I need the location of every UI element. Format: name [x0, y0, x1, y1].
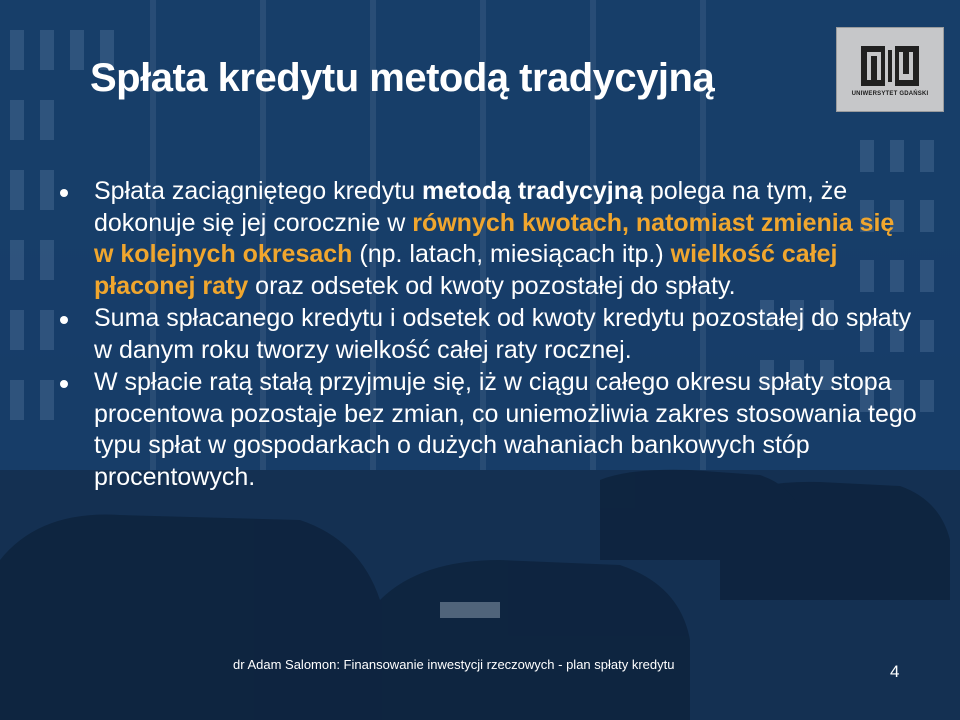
university-emblem-icon [837, 28, 943, 111]
bullet-list [60, 176, 920, 494]
footer-text: dr Adam Salomon: Finansowanie inwestycji rzeczowych - plan spłaty kredytu [233, 657, 675, 672]
bullet-text: polega na tym, że dokonuje się jej corocznie w [94, 177, 848, 237]
bullet-highlight: równych kwotach, natomiast zmienia się w kolejnych okresach [94, 208, 895, 268]
bullet-item [60, 367, 920, 493]
bullet-text: (np. latach, miesiącach itp.) [352, 240, 671, 268]
bullet-text: W spłacie ratą stałą przyjmuje się, iż w ciągu całego okresu spłaty stopa procentowa pozostaje bez zmian, co uniemożliwia zakres stosowania tego typu spłat w gospodarkach o dużych wahaniach bankowych stóp procentowych. [94, 368, 917, 491]
page-number: 4 [890, 662, 900, 681]
slide-title: Spłata kredytu metodą tradycyjną [90, 56, 715, 100]
bullet-item [60, 176, 920, 302]
bullet-highlight: wielkość całej płaconej raty [94, 240, 838, 300]
bullet-dot-icon [60, 316, 68, 324]
logo-text: UNIWERSYTET GDAŃSKI [851, 91, 929, 97]
bullet-dot-icon [60, 380, 68, 388]
university-logo [836, 27, 944, 112]
bullet-text: Spłata zaciągniętego kredytu [94, 177, 422, 205]
bullet-item [60, 303, 920, 366]
bullet-dot-icon [60, 189, 68, 197]
bullet-text: oraz odsetek od kwoty pozostałej do spłaty. [248, 271, 736, 300]
bullet-text: Suma spłacanego kredytu i odsetek od kwoty kredytu pozostałej do spłaty w danym roku tworzy wielkość całej raty rocznej. [94, 304, 912, 364]
bullet-emphasis: metodą tradycyjną [422, 177, 643, 205]
